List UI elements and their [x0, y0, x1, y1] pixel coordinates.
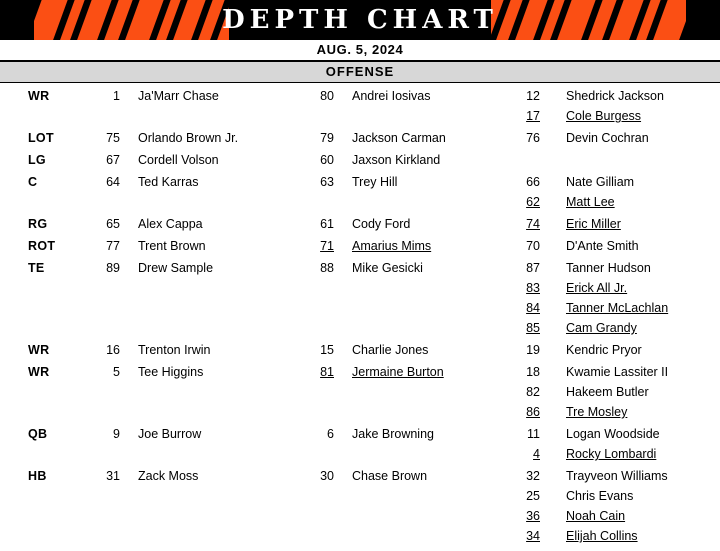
table-row: [0, 131, 720, 153]
position-label: WR: [28, 365, 50, 379]
table-row: [0, 427, 720, 469]
position-label: LG: [28, 153, 46, 167]
header-banner: [0, 0, 720, 40]
player-name: D'Ante Smith: [566, 239, 639, 253]
player-name: Tanner McLachlan: [566, 301, 669, 315]
player-name: Kendric Pryor: [566, 343, 642, 357]
player-number: 61: [320, 217, 334, 231]
position-label: WR: [28, 343, 50, 357]
player-number: 62: [526, 195, 540, 209]
player-number: 12: [526, 89, 540, 103]
player-number: 15: [320, 343, 334, 357]
player-name: Shedrick Jackson: [566, 89, 664, 103]
player-name: Cole Burgess: [566, 109, 642, 123]
player-name: Eric Miller: [566, 217, 621, 231]
player-name: Cam Grandy: [566, 321, 637, 335]
player-name: Noah Cain: [566, 509, 626, 523]
player-number: 63: [320, 175, 334, 189]
player-number: 19: [526, 343, 540, 357]
player-number: 65: [106, 217, 120, 231]
player-name: Tanner Hudson: [566, 261, 651, 275]
player-name: Hakeem Butler: [566, 385, 649, 399]
player-number: 60: [320, 153, 334, 167]
player-name: Jermaine Burton: [352, 365, 444, 379]
player-name: Tee Higgins: [138, 365, 204, 379]
table-row: [0, 261, 720, 343]
player-name: Jake Browning: [352, 427, 434, 441]
player-name: Rocky Lombardi: [566, 447, 657, 461]
table-row: [0, 217, 720, 239]
player-name: Chris Evans: [566, 489, 634, 503]
player-name: Erick All Jr.: [566, 281, 628, 295]
player-number: 84: [526, 301, 540, 315]
player-name: Amarius Mims: [352, 239, 432, 253]
section-header-offense: OFFENSE: [0, 62, 720, 83]
position-label: LOT: [28, 131, 54, 145]
player-number: 85: [526, 321, 540, 335]
position-label: WR: [28, 89, 50, 103]
player-number: 34: [526, 529, 540, 543]
player-name: Jaxson Kirkland: [352, 153, 441, 167]
player-name: Drew Sample: [138, 261, 214, 275]
player-number: 70: [526, 239, 540, 253]
player-name: Devin Cochran: [566, 131, 649, 145]
player-number: 74: [526, 217, 540, 231]
player-number: 25: [526, 489, 540, 503]
player-number: 71: [320, 239, 334, 253]
player-number: 77: [106, 239, 120, 253]
player-number: 66: [526, 175, 540, 189]
player-number: 30: [320, 469, 334, 483]
table-row: [0, 175, 720, 217]
player-number: 18: [526, 365, 540, 379]
position-label: C: [28, 175, 38, 189]
player-number: 17: [526, 109, 540, 123]
player-number: 86: [526, 405, 540, 419]
player-name: Trenton Irwin: [138, 343, 211, 357]
player-name: Jackson Carman: [352, 131, 446, 145]
player-number: 87: [526, 261, 540, 275]
position-label: HB: [28, 469, 47, 483]
player-name: Trayveon Williams: [566, 469, 668, 483]
table-row: [0, 89, 720, 131]
table-row: [0, 343, 720, 365]
position-label: RG: [28, 217, 48, 231]
player-name: Zack Moss: [138, 469, 199, 483]
player-number: 5: [113, 365, 120, 379]
player-number: 76: [526, 131, 540, 145]
player-name: Chase Brown: [352, 469, 428, 483]
player-name: Trent Brown: [138, 239, 206, 253]
player-number: 32: [526, 469, 540, 483]
player-name: Alex Cappa: [138, 217, 203, 231]
table-row: [0, 153, 720, 175]
date-label: AUG. 5, 2024: [0, 40, 720, 62]
player-number: 80: [320, 89, 334, 103]
player-name: Cordell Volson: [138, 153, 219, 167]
page-title: DEPTH CHART: [222, 5, 498, 35]
player-number: 36: [526, 509, 540, 523]
player-number: 4: [533, 447, 540, 461]
player-name: Elijah Collins: [566, 529, 638, 543]
player-name: Nate Gilliam: [566, 175, 635, 189]
player-number: 31: [106, 469, 120, 483]
player-number: 79: [320, 131, 334, 145]
player-number: 88: [320, 261, 334, 275]
player-number: 83: [526, 281, 540, 295]
player-name: Cody Ford: [352, 217, 411, 231]
player-name: Kwamie Lassiter II: [566, 365, 669, 379]
player-name: Matt Lee: [566, 195, 615, 209]
player-name: Mike Gesicki: [352, 261, 423, 275]
player-number: 1: [113, 89, 120, 103]
player-name: Joe Burrow: [138, 427, 202, 441]
player-number: 16: [106, 343, 120, 357]
player-number: 75: [106, 131, 120, 145]
position-label: ROT: [28, 239, 56, 253]
player-number: 64: [106, 175, 120, 189]
player-name: Trey Hill: [352, 175, 398, 189]
player-number: 67: [106, 153, 120, 167]
player-name: Andrei Iosivas: [352, 89, 431, 103]
player-name: Ted Karras: [138, 175, 199, 189]
position-label: TE: [28, 261, 45, 275]
roster-table: [0, 83, 720, 551]
player-number: 9: [113, 427, 120, 441]
player-name: Tre Mosley: [566, 405, 628, 419]
player-name: Logan Woodside: [566, 427, 660, 441]
player-name: Orlando Brown Jr.: [138, 131, 239, 145]
player-number: 89: [106, 261, 120, 275]
position-label: QB: [28, 427, 48, 441]
player-number: 11: [527, 427, 540, 441]
table-row: [0, 365, 720, 427]
player-number: 81: [320, 365, 334, 379]
player-name: Ja'Marr Chase: [138, 89, 219, 103]
player-name: Charlie Jones: [352, 343, 429, 357]
player-number: 82: [526, 385, 540, 399]
player-number: 6: [327, 427, 334, 441]
table-row: [0, 469, 720, 551]
table-row: [0, 239, 720, 261]
